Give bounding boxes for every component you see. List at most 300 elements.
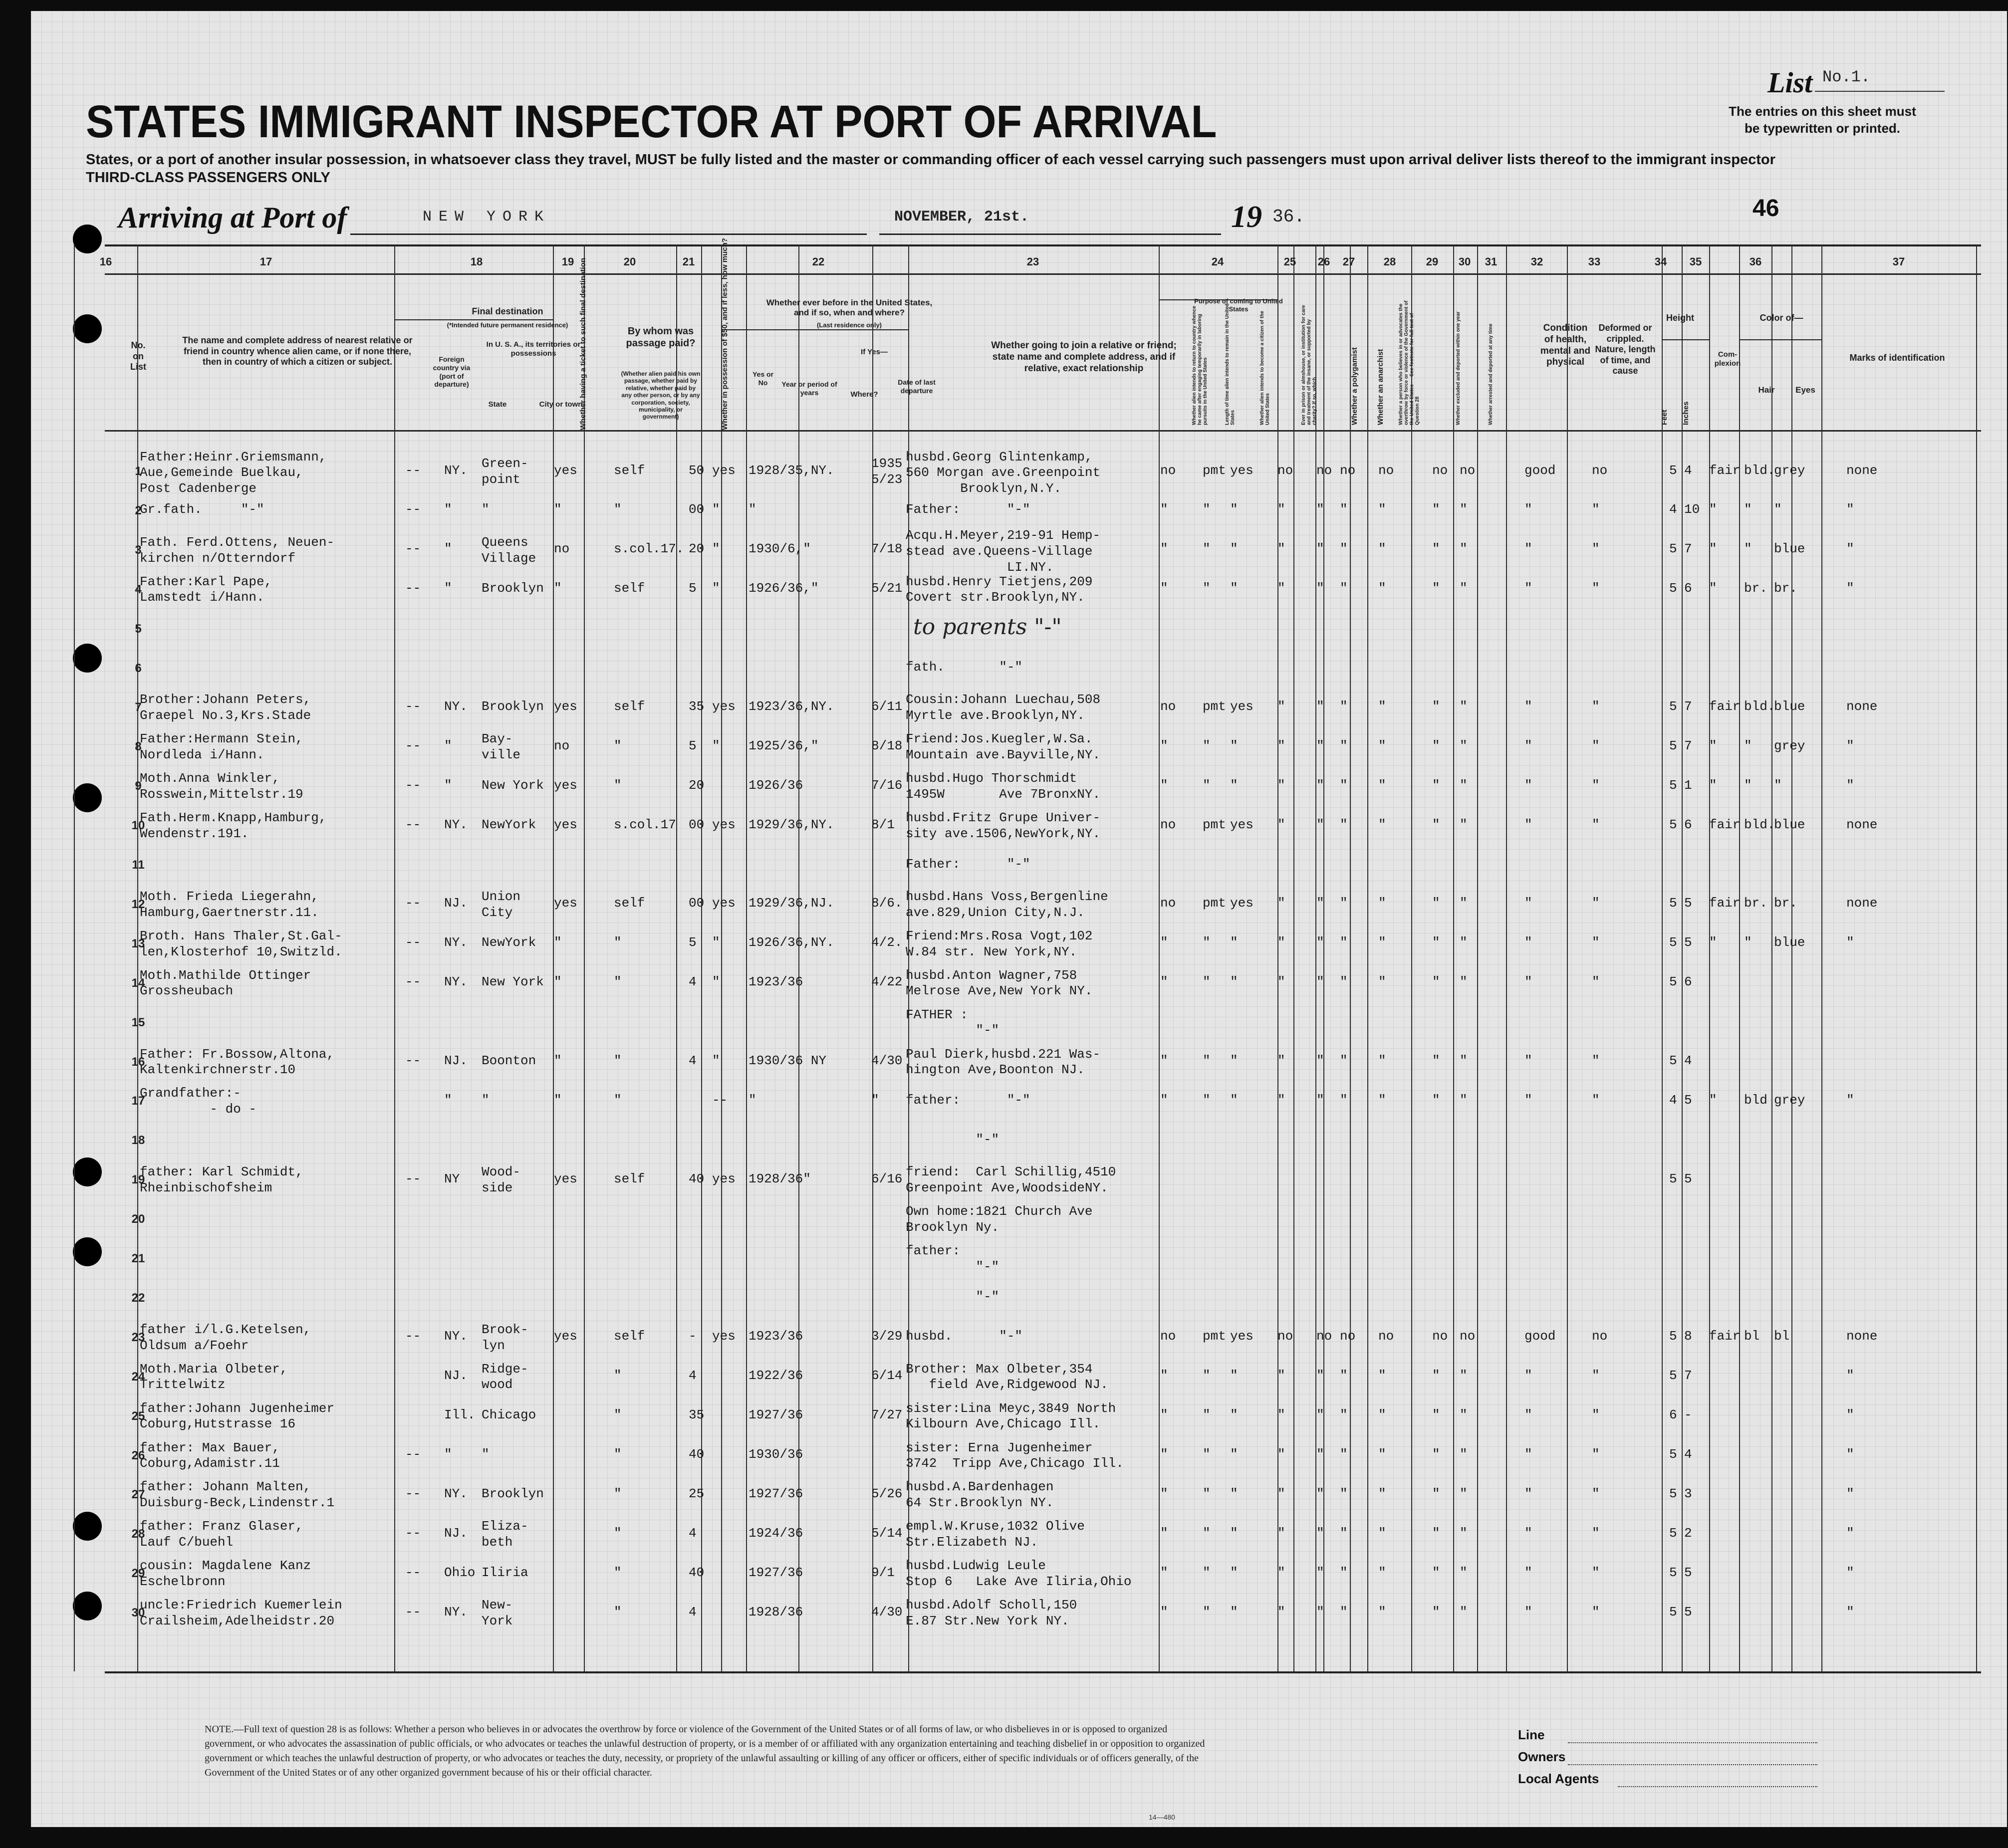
before-yes-cell: " xyxy=(712,738,720,753)
city-cell: New York xyxy=(482,974,544,990)
purpose-citizen-cell: " xyxy=(1230,1053,1238,1068)
ticket-cell: " xyxy=(554,581,562,596)
purpose-return-cell: " xyxy=(1160,974,1168,990)
relative-cell: father i/l.G.Ketelsen, Oldsum a/Foehr xyxy=(140,1322,311,1353)
money-cell: 00 xyxy=(689,896,705,911)
before-yes-cell: " xyxy=(712,581,720,596)
table-top-rule xyxy=(105,244,1981,246)
column-rule xyxy=(1976,244,1977,1671)
row-number: 5 xyxy=(135,622,142,636)
header-joining: Whether going to join a relative or friend; state name and complete address, and if relative, exact relationship xyxy=(991,340,1177,374)
arrested-cell: " xyxy=(1460,502,1468,517)
arrested-cell: " xyxy=(1460,1565,1468,1580)
health-cell: " xyxy=(1524,1368,1532,1384)
purpose-citizen-cell: yes xyxy=(1230,698,1254,714)
header-purpose: Purpose of coming to United States xyxy=(1194,297,1283,313)
arrested-cell: " xyxy=(1460,1486,1468,1501)
marks-cell: " xyxy=(1846,1565,1854,1580)
header-prison: Ever in prison or almshouse, or institution for care and treatment of the insane, or supported by charity? If so, which xyxy=(1301,305,1317,425)
prison-cell: " xyxy=(1277,1565,1285,1580)
purpose-length-cell: " xyxy=(1203,1053,1211,1068)
hair-cell: " xyxy=(1744,777,1752,793)
state-cell: " xyxy=(444,738,452,753)
purpose-return-cell: " xyxy=(1160,1368,1168,1384)
row-number: 13 xyxy=(131,936,145,950)
row-number: 15 xyxy=(131,1015,145,1029)
feet-cell: 5 xyxy=(1669,581,1677,596)
last-departure-cell: 6/11 xyxy=(871,698,903,714)
anarchist-cell: " xyxy=(1340,738,1348,753)
relative-cell: Moth.Mathilde Ottinger Grossheubach xyxy=(140,967,311,999)
joining-cell: husbd.Henry Tietjens,209 Covert str.Brooklyn,NY. xyxy=(906,574,1093,605)
arrested-cell: " xyxy=(1460,1053,1468,1068)
before-years-cell: 1928/35,NY. xyxy=(749,462,834,478)
overthrow-cell: " xyxy=(1378,1407,1386,1423)
before-years-cell: " xyxy=(749,1092,756,1108)
complexion-cell: " xyxy=(1709,581,1717,596)
money-cell: 50 xyxy=(689,462,705,478)
eyes-cell: grey xyxy=(1774,1092,1805,1108)
header-inches: Inches xyxy=(1682,401,1690,425)
overthrow-cell: " xyxy=(1378,698,1386,714)
column-number: 21 xyxy=(682,255,695,268)
purpose-return-cell: " xyxy=(1160,581,1168,596)
marks-cell: " xyxy=(1846,581,1854,596)
city-cell: New York xyxy=(482,777,544,793)
header-deformed: Deformed or crippled. Nature, length of time, and cause xyxy=(1595,323,1656,376)
before-yes-cell: " xyxy=(712,1053,720,1068)
passage-paid-cell: self xyxy=(614,581,645,596)
anarchist-cell: " xyxy=(1340,581,1348,596)
passage-paid-cell: s.col.17. xyxy=(614,541,684,557)
purpose-length-cell: " xyxy=(1203,935,1211,950)
row-number: 3 xyxy=(135,543,142,557)
last-departure-cell: 1935 5/23 xyxy=(871,456,903,487)
relative-cell: father: Johann Malten, Duisburg-Beck,Lindenstr.1 xyxy=(140,1479,335,1511)
deformed-cell: " xyxy=(1592,777,1600,793)
prison-cell: " xyxy=(1277,502,1285,517)
inches-cell: 8 xyxy=(1684,1329,1692,1344)
purpose-return-cell: " xyxy=(1160,1565,1168,1580)
joining-cell: Father: "-" xyxy=(906,856,1030,872)
inches-cell: - xyxy=(1684,1407,1692,1423)
excluded-cell: " xyxy=(1432,1486,1440,1501)
arrested-cell: " xyxy=(1460,1407,1468,1423)
inches-cell: 6 xyxy=(1684,974,1692,990)
hair-cell: " xyxy=(1744,935,1752,950)
hair-cell: bld. xyxy=(1744,462,1775,478)
excluded-cell: no xyxy=(1432,462,1448,478)
deformed-cell: " xyxy=(1592,1525,1600,1541)
anarchist-cell: " xyxy=(1340,1092,1348,1108)
prison-cell: " xyxy=(1277,1447,1285,1462)
polygamist-cell: " xyxy=(1316,1407,1324,1423)
purpose-citizen-cell: " xyxy=(1230,541,1238,557)
relative-cell: Grandfather:- - do - xyxy=(140,1086,257,1117)
hair-cell: bl xyxy=(1744,1329,1760,1344)
health-cell: good xyxy=(1524,462,1556,478)
relative-cell: Father:Heinr.Griemsmann, Aue,Gemeinde Buelkau, Post Cadenberge xyxy=(140,449,327,496)
excluded-cell: " xyxy=(1432,1092,1440,1108)
anarchist-cell: " xyxy=(1340,974,1348,990)
form-number: 14—480 xyxy=(1149,1813,1175,1821)
feet-cell: 5 xyxy=(1669,1447,1677,1462)
purpose-citizen-cell: " xyxy=(1230,1525,1238,1541)
excluded-cell: no xyxy=(1432,1329,1448,1344)
row-number: 10 xyxy=(131,819,145,833)
relative-cell: Fath.Herm.Knapp,Hamburg, Wendenstr.191. xyxy=(140,810,327,841)
purpose-length-cell: " xyxy=(1203,1447,1211,1462)
feet-cell: 5 xyxy=(1669,935,1677,950)
hair-cell: bld. xyxy=(1744,817,1775,832)
eyes-cell: br. xyxy=(1774,581,1797,596)
city-cell: Iliria xyxy=(482,1565,528,1580)
excluded-cell: " xyxy=(1432,581,1440,596)
inches-cell: 4 xyxy=(1684,1053,1692,1068)
joining-cell: husbd.Hugo Thorschmidt 1495W Ave 7BronxNY. xyxy=(906,771,1101,802)
purpose-citizen-cell: " xyxy=(1230,581,1238,596)
relative-cell: Gr.fath. "-" xyxy=(140,502,264,517)
before-yes-cell: " xyxy=(712,541,720,557)
purpose-citizen-cell: yes xyxy=(1230,896,1254,911)
row-number: 16 xyxy=(131,1055,145,1069)
inches-cell: 6 xyxy=(1684,817,1692,832)
before-years-cell: 1929/36,NY. xyxy=(749,817,834,832)
eyes-cell: blue xyxy=(1774,698,1805,714)
header-color-of: Color of— xyxy=(1759,313,1803,323)
joining-cell: Paul Dierk,husbd.221 Was- hington Ave,Boonton NJ. xyxy=(906,1046,1101,1078)
foreign-country-cell: -- xyxy=(405,817,421,832)
city-cell: " xyxy=(482,502,490,517)
purpose-return-cell: no xyxy=(1160,817,1176,832)
feet-cell: 5 xyxy=(1669,462,1677,478)
state-cell: NJ. xyxy=(444,1368,468,1384)
city-cell: Brook- lyn xyxy=(482,1322,528,1353)
excluded-cell: " xyxy=(1432,1407,1440,1423)
anarchist-cell: " xyxy=(1340,817,1348,832)
arrested-cell: " xyxy=(1460,1525,1468,1541)
purpose-return-cell: " xyxy=(1160,1092,1168,1108)
inches-cell: 1 xyxy=(1684,777,1692,793)
purpose-return-cell: " xyxy=(1160,1407,1168,1423)
city-cell: Queens Village xyxy=(482,534,536,566)
before-years-cell: 1926/36,NY. xyxy=(749,935,834,950)
polygamist-cell: " xyxy=(1316,1525,1324,1541)
complexion-cell: fair xyxy=(1709,896,1741,911)
joining-cell: empl.W.Kruse,1032 Olive Str.Elizabeth NJ. xyxy=(906,1519,1085,1550)
hair-cell: " xyxy=(1744,541,1752,557)
money-cell: 4 xyxy=(689,1604,697,1619)
column-number-rule xyxy=(105,273,1981,275)
column-number: 30 xyxy=(1458,255,1471,268)
header-ticket: Whether having a ticket to such final destination xyxy=(579,257,587,430)
arrested-cell: " xyxy=(1460,1368,1468,1384)
arrested-cell: " xyxy=(1460,777,1468,793)
relative-cell: father: Max Bauer, Coburg,Adamistr.11 xyxy=(140,1440,280,1471)
deformed-cell: " xyxy=(1592,1447,1600,1462)
feet-cell: 5 xyxy=(1669,541,1677,557)
polygamist-cell: " xyxy=(1316,541,1324,557)
passage-paid-cell: " xyxy=(614,502,622,517)
foreign-country-cell: -- xyxy=(405,1053,421,1068)
port-of-arrival: NEW YORK xyxy=(423,209,551,226)
relative-cell: Father: Fr.Bossow,Altona, Kaltenkirchnerstr.10 xyxy=(140,1046,335,1078)
column-number: 27 xyxy=(1342,255,1355,268)
joining-cell: husbd. "-" xyxy=(906,1329,1023,1344)
punch-hole xyxy=(73,1237,102,1266)
prison-cell: " xyxy=(1277,896,1285,911)
anarchist-cell: " xyxy=(1340,777,1348,793)
money-cell: 20 xyxy=(689,541,705,557)
column-rule xyxy=(1367,244,1368,1671)
foreign-country-cell: -- xyxy=(405,1329,421,1344)
line-field[interactable] xyxy=(1568,1742,1817,1743)
row-number: 23 xyxy=(131,1330,145,1344)
passage-paid-cell: " xyxy=(614,738,622,753)
eyes-cell: blue xyxy=(1774,935,1805,950)
health-cell: " xyxy=(1524,1525,1532,1541)
excluded-cell: " xyxy=(1432,1368,1440,1384)
header-city: City or town xyxy=(539,400,583,409)
foreign-country-cell: -- xyxy=(405,581,421,596)
marks-cell: " xyxy=(1846,1407,1854,1423)
state-cell: " xyxy=(444,502,452,517)
foreign-country-cell: -- xyxy=(405,935,421,950)
column-number: 31 xyxy=(1485,255,1498,268)
header-if-yes: If Yes— xyxy=(861,348,888,356)
marks-cell: none xyxy=(1846,817,1878,832)
ticket-cell: no xyxy=(554,738,570,753)
arrested-cell: " xyxy=(1460,738,1468,753)
money-cell: - xyxy=(689,1329,697,1344)
column-number: 36 xyxy=(1749,255,1762,268)
eyes-cell: blue xyxy=(1774,541,1805,557)
money-cell: 5 xyxy=(689,738,697,753)
feet-cell: 5 xyxy=(1669,1565,1677,1580)
complexion-cell: " xyxy=(1709,1092,1717,1108)
state-cell: NJ. xyxy=(444,1525,468,1541)
health-cell: " xyxy=(1524,817,1532,832)
punch-hole xyxy=(73,1592,102,1620)
deformed-cell: no xyxy=(1592,1329,1608,1344)
purpose-return-cell: " xyxy=(1160,1525,1168,1541)
column-rule xyxy=(746,244,747,1671)
state-cell: NY. xyxy=(444,1604,468,1619)
column-rule xyxy=(1739,244,1740,1671)
year-prefix: 19 xyxy=(1231,200,1262,234)
row-number: 27 xyxy=(131,1488,145,1502)
polygamist-cell: " xyxy=(1316,935,1324,950)
foreign-country-cell: -- xyxy=(405,462,421,478)
purpose-citizen-cell: " xyxy=(1230,1368,1238,1384)
health-cell: " xyxy=(1524,1407,1532,1423)
purpose-return-cell: " xyxy=(1160,777,1168,793)
purpose-length-cell: " xyxy=(1203,1092,1211,1108)
state-cell: " xyxy=(444,1447,452,1462)
last-departure-cell: 4/30 xyxy=(871,1053,903,1068)
health-cell: " xyxy=(1524,738,1532,753)
header-hair: Hair xyxy=(1758,385,1775,395)
header-purpose-citizen: Whether alien intends to become a citizen of the United States xyxy=(1259,311,1270,425)
anarchist-cell: " xyxy=(1340,935,1348,950)
purpose-length-cell: pmt xyxy=(1203,1329,1226,1344)
polygamist-cell: no xyxy=(1316,462,1332,478)
anarchist-cell: " xyxy=(1340,1053,1348,1068)
row-number: 24 xyxy=(131,1370,145,1384)
city-cell: Union City xyxy=(482,889,521,920)
excluded-cell: " xyxy=(1432,502,1440,517)
inches-cell: 7 xyxy=(1684,541,1692,557)
excluded-cell: " xyxy=(1432,935,1440,950)
last-departure-cell: 8/1 xyxy=(871,817,895,832)
ticket-cell: yes xyxy=(554,1329,577,1344)
city-cell: " xyxy=(482,1447,490,1462)
prison-cell: " xyxy=(1277,817,1285,832)
state-cell: Ill. xyxy=(444,1407,476,1423)
city-cell: " xyxy=(482,1092,490,1108)
arriving-label: Arriving at Port of xyxy=(118,201,347,234)
before-yes-cell: yes xyxy=(712,1329,736,1344)
column-number: 16 xyxy=(99,255,112,268)
eyes-cell: " xyxy=(1774,777,1782,793)
city-cell: Green- point xyxy=(482,456,528,487)
overthrow-cell: " xyxy=(1378,1447,1386,1462)
prison-cell: " xyxy=(1277,1486,1285,1501)
header-passage-note: (Whether alien paid his own passage, whether paid by relative, whether paid by any other person, or by any corporation, society, municipality, or government) xyxy=(621,370,701,421)
joining-cell: husbd.Adolf Scholl,150 E.87 Str.New York NY. xyxy=(906,1598,1077,1628)
state-cell: " xyxy=(444,1092,452,1108)
sheet-number-stamp: 46 xyxy=(1753,195,1779,222)
marks-cell: none xyxy=(1846,698,1878,714)
last-departure-cell: 5/26 xyxy=(871,1486,903,1501)
header-anarchist: Whether an anarchist xyxy=(1376,349,1385,425)
purpose-citizen-cell: yes xyxy=(1230,1329,1254,1344)
health-cell: good xyxy=(1524,1329,1556,1344)
purpose-return-cell: " xyxy=(1160,502,1168,517)
state-cell: NY. xyxy=(444,698,468,714)
before-yes-cell: yes xyxy=(712,1171,736,1186)
punch-hole xyxy=(73,1157,102,1186)
relative-cell: Brother:Johann Peters, Graepel No.3,Krs.Stade xyxy=(140,692,311,723)
prison-cell: no xyxy=(1277,462,1293,478)
relative-cell: father: Franz Glaser, Lauf C/buehl xyxy=(140,1519,303,1550)
header-final-destination-note: (*Intended future permanent residence) xyxy=(447,321,568,329)
column-rule xyxy=(584,244,585,1671)
foreign-country-cell: -- xyxy=(405,1171,421,1186)
marks-cell: none xyxy=(1846,896,1878,911)
complexion-cell: " xyxy=(1709,502,1717,517)
before-yes-cell: " xyxy=(712,935,720,950)
complexion-cell: fair xyxy=(1709,1329,1741,1344)
deformed-cell: " xyxy=(1592,935,1600,950)
feet-cell: 4 xyxy=(1669,1092,1677,1108)
header-purpose-return: Whether alien intends to return to country whence he came after engaging temporarily in laboring pursuits in the United States xyxy=(1192,306,1208,425)
local-agents-field[interactable] xyxy=(1618,1786,1817,1787)
health-cell: " xyxy=(1524,698,1532,714)
header-money: Whether in possession of $50, and if less, how much? xyxy=(721,237,729,430)
last-departure-cell: 6/14 xyxy=(871,1368,903,1384)
health-cell: " xyxy=(1524,1447,1532,1462)
feet-cell: 5 xyxy=(1669,974,1677,990)
marks-cell: " xyxy=(1846,1604,1854,1619)
column-rule xyxy=(1682,244,1683,1671)
prison-cell: " xyxy=(1277,698,1285,714)
header-before-in-us: Whether ever before in the United States, and if so, when and where? xyxy=(766,298,933,318)
joining-cell: FATHER : "-" xyxy=(906,1007,1000,1038)
state-cell: NY. xyxy=(444,1486,468,1501)
overthrow-cell: " xyxy=(1378,502,1386,517)
inches-cell: 5 xyxy=(1684,896,1692,911)
header-polygamist: Whether a polygamist xyxy=(1350,347,1359,425)
column-rule xyxy=(74,244,75,1671)
inches-cell: 7 xyxy=(1684,738,1692,753)
anarchist-cell: " xyxy=(1340,541,1348,557)
polygamist-cell: " xyxy=(1316,1053,1324,1068)
owners-field[interactable] xyxy=(1568,1764,1817,1765)
excluded-cell: " xyxy=(1432,777,1440,793)
joining-cell: husbd.Hans Voss,Bergenline ave.829,Union City,N.J. xyxy=(906,889,1108,920)
excluded-cell: " xyxy=(1432,1565,1440,1580)
arrested-cell: no xyxy=(1460,1329,1476,1344)
passage-paid-cell: " xyxy=(614,1447,622,1462)
overthrow-cell: " xyxy=(1378,1368,1386,1384)
purpose-citizen-cell: " xyxy=(1230,502,1238,517)
polygamist-cell: " xyxy=(1316,502,1324,517)
joining-cell: father: "-" xyxy=(906,1243,1000,1274)
last-departure-cell: " xyxy=(871,1092,879,1108)
column-rule xyxy=(676,244,677,1671)
before-years-cell: 1927/36 xyxy=(749,1407,803,1423)
city-cell: Eliza- beth xyxy=(482,1519,528,1550)
before-years-cell: 1928/36" xyxy=(749,1171,811,1186)
excluded-cell: " xyxy=(1432,1053,1440,1068)
column-number: 24 xyxy=(1211,255,1224,268)
deformed-cell: " xyxy=(1592,581,1600,596)
column-number: 29 xyxy=(1426,255,1439,268)
passage-paid-cell: " xyxy=(614,1604,622,1619)
purpose-citizen-cell: yes xyxy=(1230,817,1254,832)
anarchist-cell: " xyxy=(1340,1407,1348,1423)
passage-paid-cell: " xyxy=(614,1486,622,1501)
money-cell: 00 xyxy=(689,817,705,832)
purpose-length-cell: pmt xyxy=(1203,896,1226,911)
polygamist-cell: no xyxy=(1316,1329,1332,1344)
health-cell: " xyxy=(1524,974,1532,990)
passage-paid-cell: " xyxy=(614,777,622,793)
anarchist-cell: " xyxy=(1340,1368,1348,1384)
joining-cell: Acqu.H.Meyer,219-91 Hemp- stead ave.Queens-Village LI.NY. xyxy=(906,528,1101,575)
polygamist-cell: " xyxy=(1316,1447,1324,1462)
purpose-citizen-cell: " xyxy=(1230,738,1238,753)
health-cell: " xyxy=(1524,1565,1532,1580)
purpose-length-cell: " xyxy=(1203,1525,1211,1541)
before-years-cell: 1923/36 xyxy=(749,974,803,990)
column-rule xyxy=(1453,244,1454,1671)
ticket-cell: no xyxy=(554,541,570,557)
relative-cell: Moth.Anna Winkler, Rosswein,Mittelstr.19 xyxy=(140,771,303,802)
health-cell: " xyxy=(1524,777,1532,793)
marks-cell: " xyxy=(1846,777,1854,793)
inches-cell: 3 xyxy=(1684,1486,1692,1501)
row-number: 1 xyxy=(135,464,142,478)
column-number: 34 xyxy=(1654,255,1667,268)
header-excluded: Whether excluded and deported within one year xyxy=(1456,311,1461,425)
state-cell: NY. xyxy=(444,817,468,832)
table-bottom-rule xyxy=(105,1671,1981,1673)
sub-rule xyxy=(721,329,908,330)
money-cell: 4 xyxy=(689,1525,697,1541)
relative-cell: Moth.Maria Olbeter, Trittelwitz xyxy=(140,1361,288,1392)
